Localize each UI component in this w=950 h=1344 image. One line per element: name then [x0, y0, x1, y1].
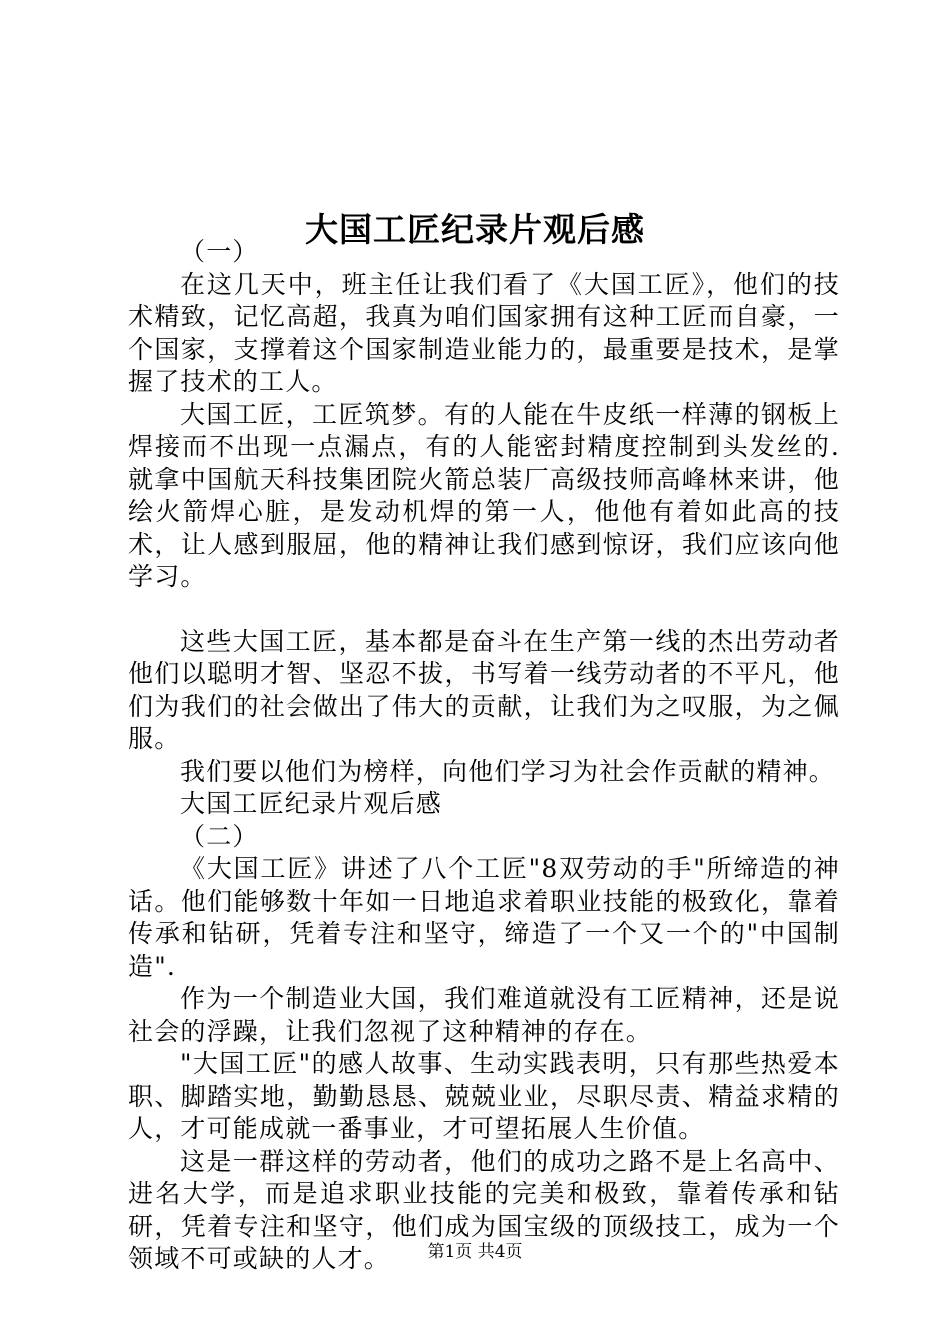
section-marker-two: （二）	[180, 821, 259, 851]
paragraph: "大国工匠"的感人故事、生动实践表明，只有那些热爱本职、脚踏实地，勤勤恳恳、兢兢业业，尽职尽责、精益求精的人，才可能成就一番事业，才可望拓展人生价值。	[128, 1049, 840, 1143]
document-body	[128, 236, 840, 1276]
paragraph: 这是一群这样的劳动者，他们的成功之路不是上名高中、进名大学，而是追求职业技能的完美和极致，靠着传承和钻研，凭着专注和坚守，他们成为国宝级的顶级技工，成为一个领域不可或缺的人才。	[128, 1146, 840, 1273]
section-heading: 大国工匠纪录片观后感	[180, 789, 443, 818]
paragraph: 在这几天中，班主任让我们看了《大国工匠》，他们的技术精致，记忆高超，我真为咱们国家拥有这种工匠而自豪，一个国家，支撑着这个国家制造业能力的，最重要是技术，是掌握了技术的工人。	[128, 269, 840, 396]
paragraph: 大国工匠，工匠筑梦。有的人能在牛皮纸一样薄的钢板上焊接而不出现一点漏点，有的人能密封精度控制到头发丝的.就拿中国航天科技集团院火箭总装厂高级技师高峰林来讲，他绘火箭焊心脏，是发动机焊的第一人，他他有着如此高的技术，让人感到服屈，他的精神让我们感到惊讶，我们应该向他学习。	[128, 399, 840, 591]
page-number-footer: 第1页 共4页	[427, 1242, 523, 1262]
section-marker-one: （一）	[180, 237, 259, 266]
document-title: 大国工匠纪录片观后感	[305, 210, 645, 250]
paragraph: 《大国工匠》讲述了八个工匠"8双劳动的手"所缔造的神话。他们能够数十年如一日地追求着职业技能的极致化，靠着传承和钻研，凭着专注和坚守，缔造了一个又一个的"中国制造".	[128, 854, 840, 981]
paragraph: 这些大国工匠，基本都是奋斗在生产第一线的杰出劳动者他们以聪明才智、坚忍不拔，书写着一线劳动者的不平凡，他们为我们的社会做出了伟大的贡献，让我们为之叹服，为之佩服。	[128, 626, 840, 753]
paragraph: 我们要以他们为榜样，向他们学习为社会作贡献的精神。	[180, 756, 836, 786]
paragraph: 作为一个制造业大国，我们难道就没有工匠精神，还是说社会的浮躁，让我们忽视了这种精神的存在。	[128, 984, 840, 1046]
